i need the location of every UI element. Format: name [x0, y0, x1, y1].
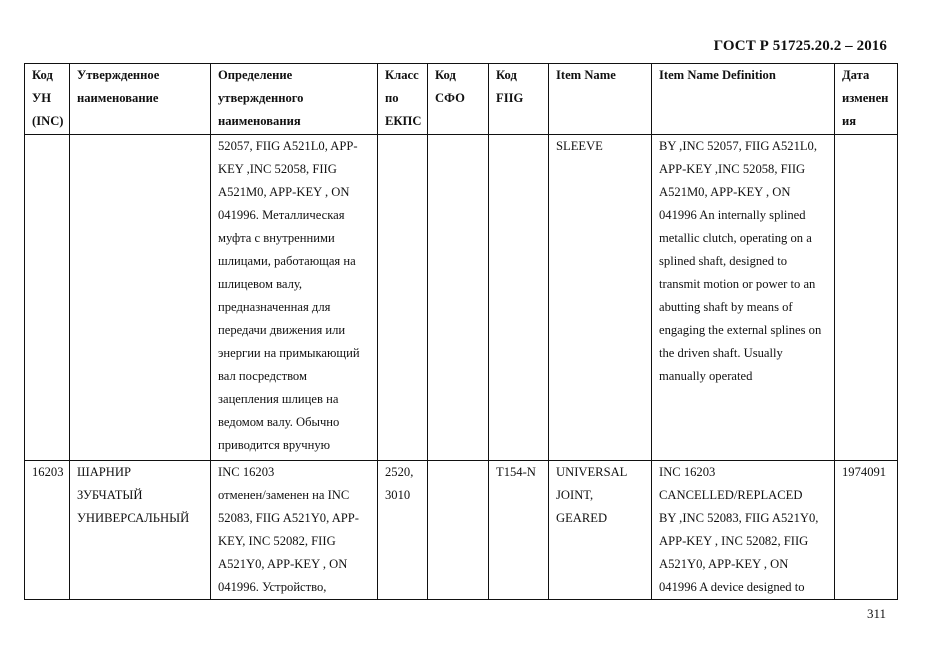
column-header-approved-name: Утвержденное наименование [70, 64, 211, 135]
cell-sfo [428, 135, 489, 461]
column-header-item-name-definition: Item Name Definition [652, 64, 835, 135]
cell-date [835, 135, 898, 461]
table-row [25, 135, 898, 461]
cell-item-name-definition: INC 16203 CANCELLED/REPLACED BY ,INC 52083, FIIG A521Y0, APP-KEY , INC 52082, FIIG A521Y0, APP-KEY , ON 041996 A device designed to [652, 461, 835, 600]
cell-fiig: T154-N [489, 461, 549, 600]
cell-class: 2520, 3010 [378, 461, 428, 600]
column-header-date: Дата изменен ия [835, 64, 898, 135]
document-header-title: ГОСТ Р 51725.20.2 – 2016 [713, 38, 887, 54]
cell-inc [25, 135, 70, 461]
cell-definition: INC 16203 отменен/заменен на INC 52083, FIIG A521Y0, APP- KEY, INC 52082, FIIG A521Y0, APP-KEY , ON 041996. Устройство, [211, 461, 378, 600]
cell-sfo [428, 461, 489, 600]
table-row [25, 461, 898, 600]
column-header-inc: Код УН (INC) [25, 64, 70, 135]
cell-fiig [489, 135, 549, 461]
cell-approved-name: ШАРНИР ЗУБЧАТЫЙ УНИВЕРСАЛЬНЫЙ [70, 461, 211, 600]
column-header-class: Класс по ЕКПС [378, 64, 428, 135]
column-header-definition: Определение утвержденного наименования [211, 64, 378, 135]
cell-item-name-definition: BY ,INC 52057, FIIG A521L0, APP-KEY ,INC 52058, FIIG A521M0, APP-KEY , ON 041996 An internally splined metallic clutch, operating on a splined shaft, designed to transmit motion or power to an abutting shaft by means of engaging the external splines on the driven shaft. Usually manually operated [652, 135, 835, 461]
column-header-fiig: Код FIIG [489, 64, 549, 135]
table-header-row [25, 64, 898, 135]
cell-definition: 52057, FIIG A521L0, APP- KEY ,INC 52058, FIIG A521M0, APP-KEY , ON 041996. Металлическая муфта с внутренними шлицами, работающая на шлицевом валу, предназначенная для передачи движения или энергии на примыкающий вал посредством зацепления шлицев на ведомом валу. Обычно приводится вручную [211, 135, 378, 461]
cell-inc: 16203 [25, 461, 70, 600]
cell-date: 1974091 [835, 461, 898, 600]
column-header-item-name: Item Name [549, 64, 652, 135]
cell-class [378, 135, 428, 461]
page-number: 311 [867, 606, 887, 621]
cell-item-name: UNIVERSAL JOINT, GEARED [549, 461, 652, 600]
cell-item-name: SLEEVE [549, 135, 652, 461]
cell-approved-name [70, 135, 211, 461]
column-header-sfo: Код СФО [428, 64, 489, 135]
nomenclature-table [24, 63, 898, 600]
